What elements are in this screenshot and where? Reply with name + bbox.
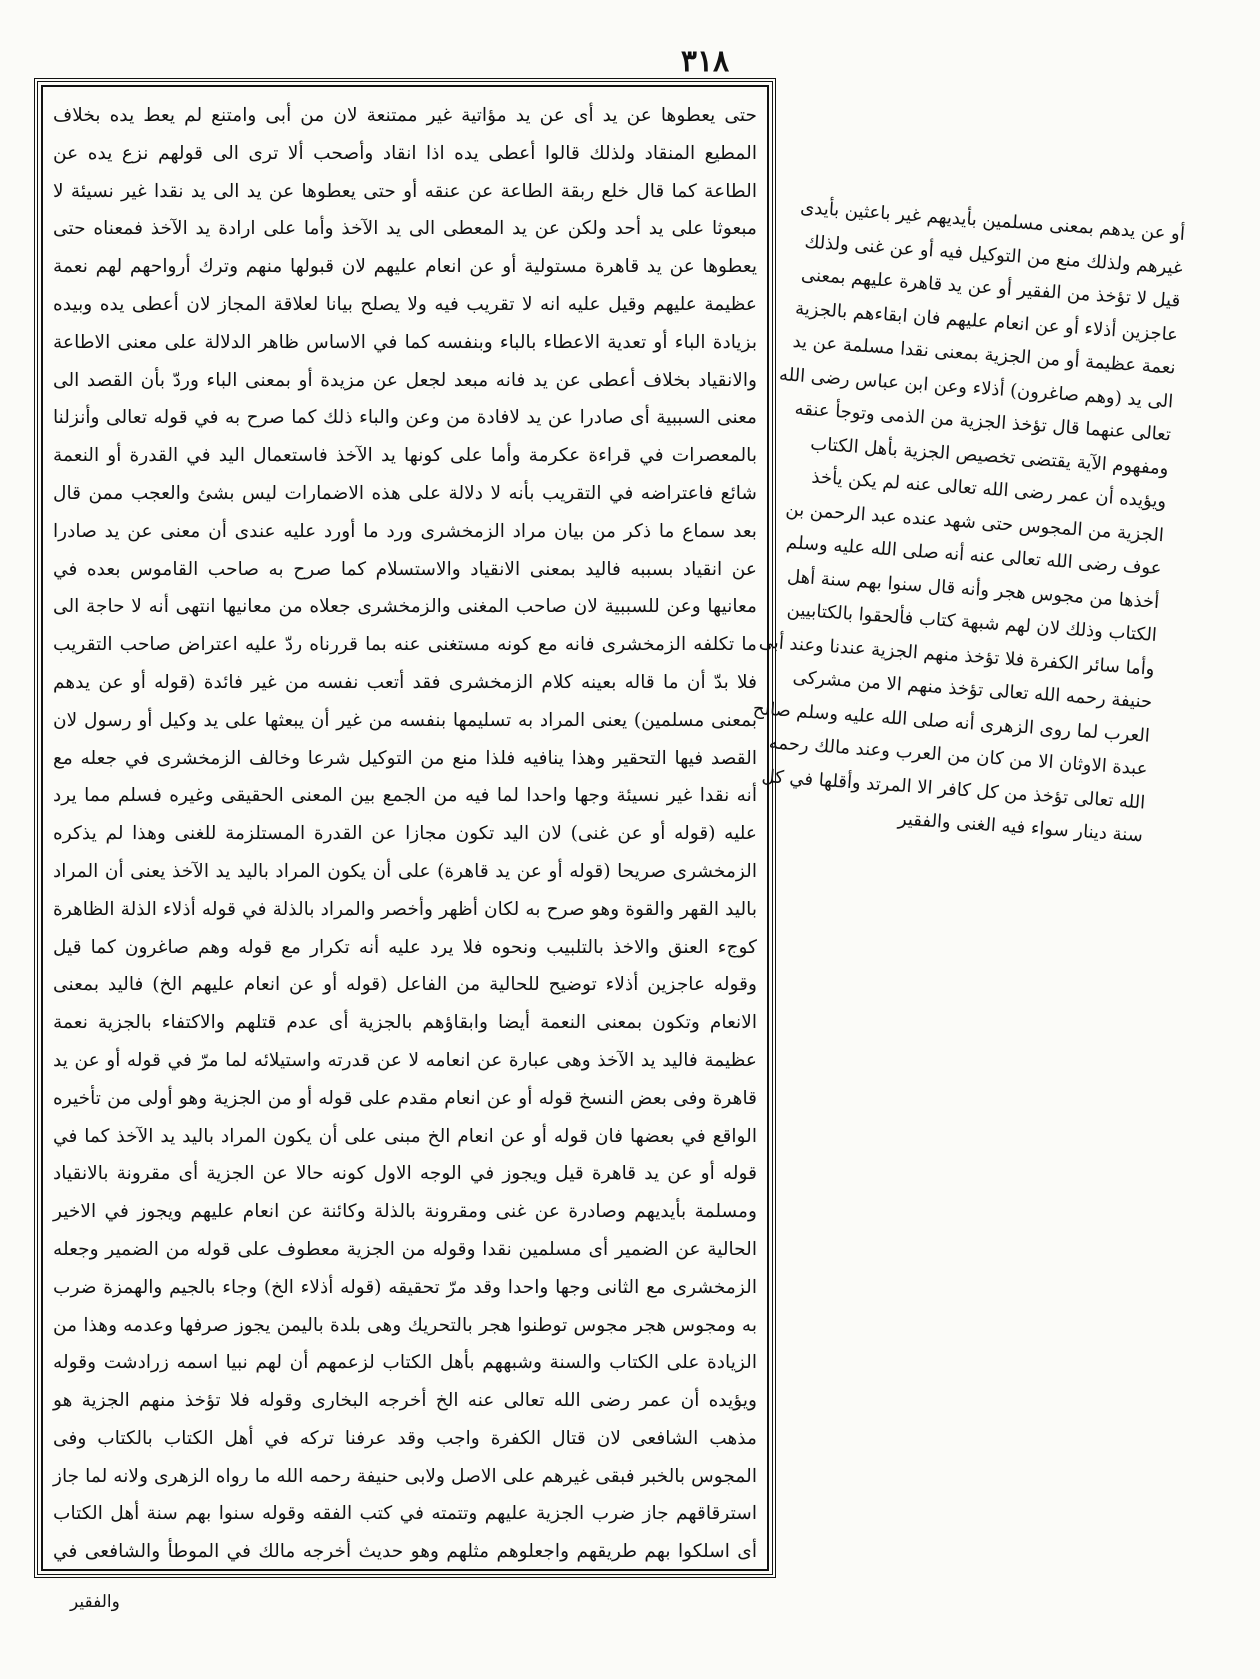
main-paragraph: حتى يعطوها عن يد أى عن يد مؤاتية غير ممتنعة لان من أبى وامتنع لم يعط يده بخلاف المطيع المنقاد ولذلك قالوا أعطى يده اذا انقاد وأصحب ألا ترى الى قولهم نزع يده عن الطاعة كما قال خلع ربقة الطاعة عن عنقه أو حتى يعطوها عن يد الى يد نقدا غير نسيئة لا مبعوثا على يد أحد ولكن عن يد المعطى الى يد الآخذ وأما على ارادة يد الآخذ فمعناه حتى يعطوها عن يد قاهرة مستولية أو عن انعام عليهم لان قبولها منهم وترك أرواحهم لهم نعمة عظيمة عليهم وقيل عليه انه لا تقريب فيه ولا يصلح بيانا لعلاقة المجاز لان أعطى يده وبيده بزيادة الباء أو تعدية الاعطاء بالباء وبنفسه كما في الاساس ظاهر الدلالة على معنى الاطاعة والانقياد بخلاف أعطى عن يد فانه مبعد لجعل عن مزيدة أو بمعنى الباء وردّ بأن القصد الى معنى السببية أى صادرا عن يد لافادة من وعن والباء ذلك كما صرح به في قوله تعالى وأنزلنا بالمعصرات في قراءة عكرمة وأما على كونها يد الآخذ فاستعمال اليد في القدرة أو النعمة شائع فاعتراضه في التقريب بأنه لا دلالة على هذه الاضمارات ليس بشئ والعجب ممن قال بعد سماع ما ذكر من بيان مراد الزمخشرى ورد ما أورد عليه عندى أن معنى عن يد صادرا عن انقياد بسببه فاليد بمعنى الانقياد والاستسلام كما صرح به صاحب القاموس بعده في معانيها وعن للسببية لان صاحب المغنى والزمخشرى جعلاه من معانيها انتهى أنه لا حاجة الى ما تكلفه الزمخشرى فانه مع كونه مستغنى عنه بما قررناه ردّ عليه اعتراض صاحب التقريب فلا بدّ أن ما قاله بعينه كلام الزمخشرى فقد أتعب نفسه من غير فائدة (قوله أو عن يدهم بمعنى مسلمين) يعنى المراد به تسليمها بنفسه من غير أن يبعثها على يد وكيل أو رسول لان القصد فيها التحقير وهذا ينافيه فلذا منع من التوكيل شرعا وخالف الزمخشرى في جعله مع أنه نقدا غير نسيئة وجها واحدا لما فيه من الجمع بين المعنى الحقيقى وغيره فسلم مما يرد عليه (قوله أو عن غنى) لان اليد تكون مجازا عن القدرة المستلزمة للغنى وهذا لم يذكره الزمخشرى صريحا (قوله أو عن يد قاهرة) على أن يكون المراد باليد يد الآخذ يعنى أن المراد باليد القهر والقوة وهو صرح به لكان أظهر وأخصر والمراد بالذلة في قوله أذلاء الذلة الظاهرة كوجء العنق والاخذ بالتلبيب ونحوه فلا يرد عليه أنه تكرار مع قوله وهم صاغرون كما قيل وقوله عاجزين أذلاء توضيح للحالية من الفاعل (قوله أو عن انعام عليهم الخ) فاليد بمعنى الانعام وتكون بمعنى النعمة أيضا وابقاؤهم بالجزية أى عدم قتلهم والاكتفاء بالجزية نعمة عظيمة فاليد يد الآخذ وهى عبارة عن انعامه لا عن قدرته واستيلائه لما مرّ في قوله أو عن يد قاهرة وفى بعض النسخ قوله أو عن انعام مقدم على قوله أو من الجزية وهو أولى من تأخيره الواقع في بعضها فان قوله أو عن انعام الخ مبنى على أن يكون المراد باليد يد الآخذ كما في قوله أو عن يد قاهرة قيل ويجوز في الوجه الاول كونه حالا عن الجزية أى مقرونة بالانقياد ومسلمة بأيديهم وصادرة عن غنى ومقرونة بالذلة وكائنة عن انعام عليهم ويجوز في الاخير الحالية عن الضمير أى مسلمين نقدا وقوله من الجزية معطوف على قوله من الضمير وجعله الزمخشرى مع الثانى وجها واحدا وقد مرّ تحقيقه (قوله أذلاء الخ) وجاء بالجيم والهمزة ضرب به ومجوس هجر مجوس توطنوا هجر بالتحريك وهى بلدة باليمن يجوز صرفها وعدمه وهذا من الزيادة على الكتاب والسنة وشبههم بأهل الكتاب لزعمهم أن لهم نبيا اسمه زرادشت وقوله ويؤيده أن عمر رضى الله تعالى عنه الخ أخرجه البخارى وقوله فلا تؤخذ منهم الجزية هو مذهب الشافعى لان قتال الكفرة واجب وقد عرفنا تركه في أهل الكتاب بالكتاب وفى المجوس بالخبر فبقى غيرهم على الاصل ولابى حنيفة رحمه الله ما رواه الزهرى ولانه لما جاز استرقاقهم جاز ضرب الجزية عليهم وتتمته في كتب الفقه وقوله سنوا بهم سنة أهل الكتاب أى اسلكوا بهم طريقهم واجعلوهم مثلهم وهو حديث أخرجه مالك في الموطأ والشافعى في (53, 105, 757, 1563)
main-text-frame (34, 78, 776, 1578)
main-text-inner-border (41, 85, 769, 1571)
margin-paragraph: أو عن يدهم بمعنى مسلمين بأيديهم غير باعثين بأيدى غيرهم ولذلك منع من التوكيل فيه أو عن غنى ولذلك قيل لا تؤخذ من الفقير أو عن يد قاهرة عليهم بمعنى عاجزين أذلاء أو عن انعام عليهم فان ابقاءهم بالجزية نعمة عظيمة أو من الجزية بمعنى نقدا مسلمة عن يد الى يد (وهم صاغرون) أذلاء وعن ابن عباس رضى الله تعالى عنهما قال تؤخذ الجزية من الذمى وتوجأ عنقه ومفهوم الآية يقتضى تخصيص الجزية بأهل الكتاب ويؤيده أن عمر رضى الله تعالى عنه لم يكن يأخذ الجزية من المجوس حتى شهد عنده عبد الرحمن بن عوف رضى الله تعالى عنه أنه صلى الله عليه وسلم أخذها من مجوس هجر وأنه قال سنوا بهم سنة أهل الكتاب وذلك لان لهم شبهة كتاب فألحقوا بالكتابيين وأما سائر الكفرة فلا تؤخذ منهم الجزية عندنا وعند أبى حنيفة رحمه الله تعالى تؤخذ منهم الا من مشركى العرب لما روى الزهرى أنه صلى الله عليه وسلم صالح عبدة الاوثان الا من كان من العرب وعند مالك رحمه الله تعالى تؤخذ من كل كافر الا المرتد وأقلها في كل سنة دينار سواء فيه الغنى والفقير (752, 197, 1186, 847)
main-commentary-text (53, 97, 757, 1571)
page-number: ٣١٨ (680, 44, 730, 79)
margin-commentary (721, 190, 1186, 1156)
catchword: والفقير (70, 1592, 120, 1612)
